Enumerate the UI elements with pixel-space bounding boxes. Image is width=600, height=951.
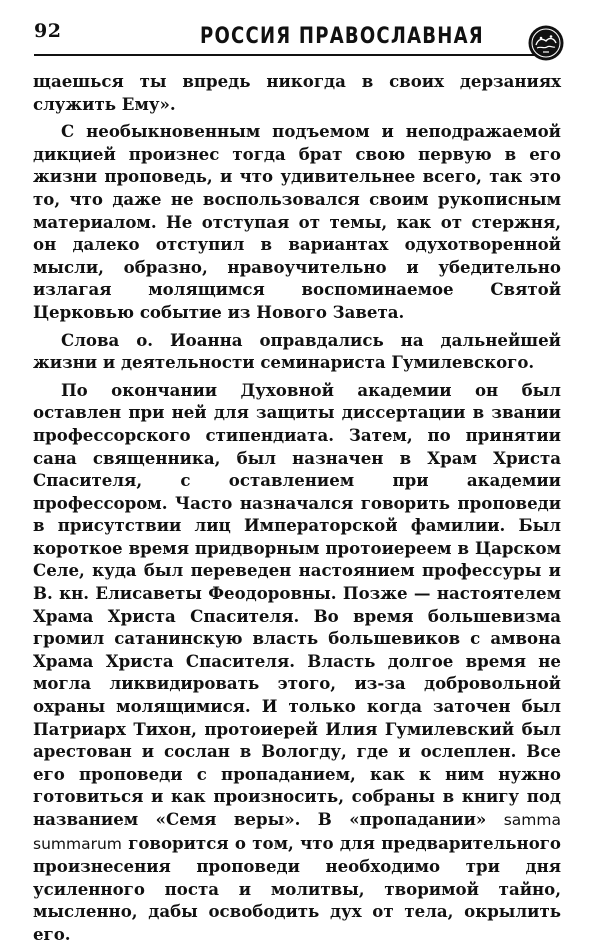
text-body — [33, 70, 561, 951]
page-header — [0, 0, 600, 70]
latin-phrase: samma summarum — [33, 811, 561, 853]
page-number: 92 — [34, 20, 62, 42]
paragraph-3: Слова о. Иоанна оправдались на дальнейшей жизни и деятельности семинариста Гумилевского. — [33, 329, 561, 373]
paragraph-4-text-b: говорится о том, что для предварительного произнесения проповеди необходимо три дня усиленного поста и молитвы, творимой тайно, мысленно, дабы освободить дух от тела, окрылить его. — [33, 832, 561, 944]
paragraph-1: щаешься ты впредь никогда в своих дерзаниях служить Ему». — [33, 71, 561, 114]
paragraph-2: С необыкновенным подъемом и неподражаемой дикцией произнес тогда брат свою первую в его жизни проповедь, и что удивительнее всего, так это то, что даже не воспользовался своим рукописным материалом. Не отступая от темы, как от стержня, он далеко отступил в вариантах одухотворенной мысли, образно, нравоучительно и убедительно излагая молящимся воспоминаемое Святой Церковью событие из Нового Завета. — [33, 121, 561, 322]
paragraph-4 — [33, 379, 561, 946]
header-rule — [34, 54, 542, 56]
paragraph-4-text-a: По окончании Духовной академии он был оставлен при ней для защиты диссертации в звании профессорского стипендиата. Затем, по принятии сана священника, был назначен в Храм Христа Спасителя, с оставлением при академии профессором. Часто назначался говорить проповеди в присутствии лиц Императорской фамилии. Был короткое время придворным протоиереем в Царском Селе, куда был переведен настоянием профессуры и В. кн. Елисаветы Феодоровны. Позже — настоятелем Храма Христа Спасителя. Во время большевизма громил сатанинскую власть большевиков с амвона Храма Христа Спасителя. Власть долгое время не могла ликвидировать этого, из-за добровольной охраны молящимися. И только когда заточен был Патриарх Тихон, протоиерей Илия Гумилевский был арестован и сослан в Вологду, где и ослеплен. Все его проповеди с пропаданием, как к ним нужно готовиться и как произносить, собраны в книгу под названием «Семя веры». В «пропадании» — [33, 379, 561, 829]
ornament-medallion-icon — [527, 24, 565, 62]
running-title: РОССИЯ ПРАВОСЛАВНАЯ — [200, 24, 484, 49]
